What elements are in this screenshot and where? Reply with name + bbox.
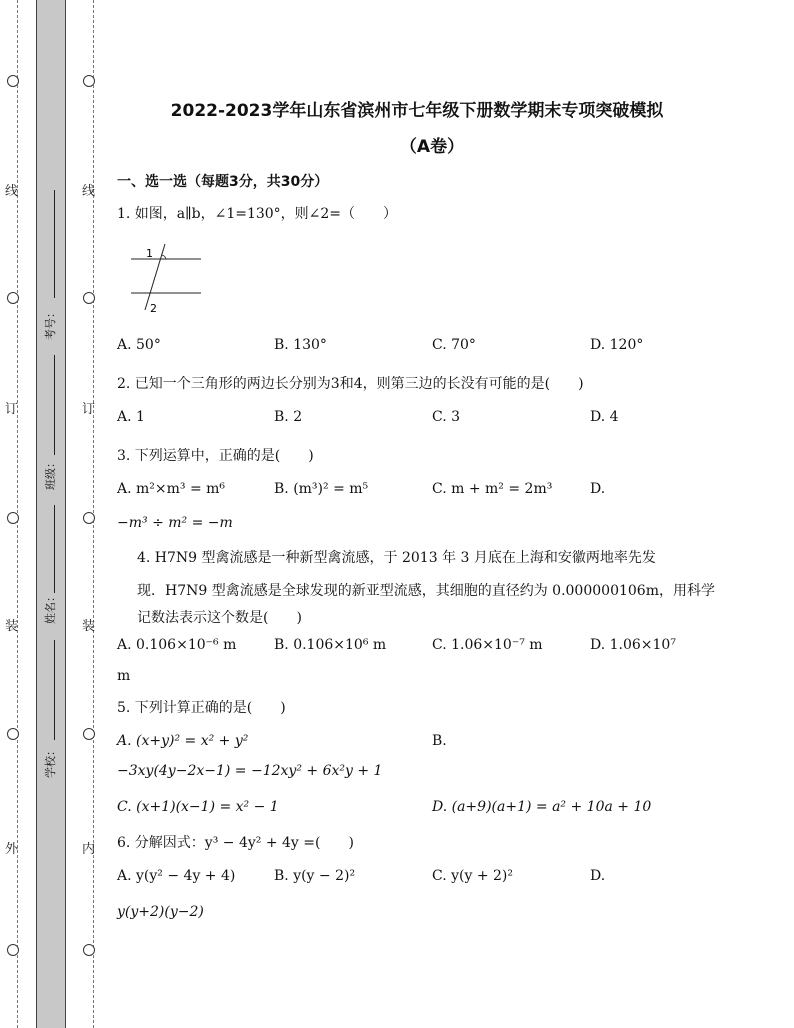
q3-option-d: D. <box>590 481 606 497</box>
q2-option-a: A. 1 <box>117 409 145 425</box>
hole-circle <box>83 728 95 740</box>
hole-circle <box>7 75 19 87</box>
q5-option-b: B. <box>432 733 447 749</box>
q1-option-d: D. 120° <box>590 337 644 353</box>
margin-char-right: 装 <box>82 619 96 634</box>
q2-stem: 2. 已知一个三角形的两边长分别为3和4，则第三边的长没有可能的是( ) <box>117 376 584 392</box>
hole-circle <box>83 944 95 956</box>
q1-angle-2-label: 2 <box>150 302 157 315</box>
q1-option-b: B. 130° <box>274 337 327 353</box>
name-label: 姓名： <box>44 591 57 624</box>
margin-char-left: 装 <box>5 619 19 634</box>
class-label: 班级： <box>44 457 57 490</box>
q2-option-b: B. 2 <box>274 409 303 425</box>
q1-option-a: A. 50° <box>117 337 161 353</box>
exam-number-label: 考号： <box>44 307 57 340</box>
q1-stem: 1. 如图，a∥b，∠1=130°，则∠2=（ ） <box>117 206 398 222</box>
margin-char-left: 外 <box>5 842 19 857</box>
q4-option-a: A. 0.106×10⁻⁶ m <box>117 637 237 653</box>
margin-char-right: 内 <box>82 842 96 857</box>
q5-option-d: D. (a+9)(a+1) = a² + 10a + 10 <box>432 799 652 815</box>
hole-circle <box>83 75 95 87</box>
q6-option-d: D. <box>590 868 606 884</box>
q4-option-d: D. 1.06×10⁷ <box>590 637 676 653</box>
hole-circle <box>83 292 95 304</box>
q6-option-a: A. y(y² − 4y + 4) <box>117 868 236 884</box>
q3-option-b: B. (m³)² = m⁵ <box>274 481 369 497</box>
q6-option-c: C. y(y + 2)² <box>432 868 514 884</box>
q3-option-c: C. m + m² = 2m³ <box>432 481 553 497</box>
q1-figure <box>125 240 210 315</box>
q5-option-b-expression: −3xy(4y−2x−1) = −12xy² + 6x²y + 1 <box>117 763 383 779</box>
q4-stem-line3: 记数法表示这个数是( ) <box>137 610 302 626</box>
q5-stem: 5. 下列计算正确的是( ) <box>117 700 286 716</box>
q5-option-c: C. (x+1)(x−1) = x² − 1 <box>117 799 279 815</box>
margin-char-left: 订 <box>5 402 19 417</box>
hole-circle <box>7 728 19 740</box>
q1-option-c: C. 70° <box>432 337 476 353</box>
school-blank[interactable] <box>54 640 55 740</box>
page-title: 2022-2023学年山东省滨州市七年级下册数学期末专项突破模拟 <box>170 101 664 121</box>
q2-option-d: D. 4 <box>590 409 619 425</box>
hole-circle <box>7 944 19 956</box>
q5-option-a: A. (x+y)² = x² + y² <box>117 733 249 749</box>
q4-option-c: C. 1.06×10⁻⁷ m <box>432 637 543 653</box>
margin-char-left: 线 <box>5 184 19 199</box>
q4-option-d-unit: m <box>117 668 131 684</box>
q3-option-d-expression: −m³ ÷ m² = −m <box>117 515 233 531</box>
name-blank[interactable] <box>54 505 55 593</box>
hole-circle <box>7 512 19 524</box>
margin-char-right: 订 <box>82 402 96 417</box>
q2-option-c: C. 3 <box>432 409 461 425</box>
margin-char-right: 线 <box>82 184 96 199</box>
q6-option-b: B. y(y − 2)² <box>274 868 356 884</box>
q3-stem: 3. 下列运算中，正确的是( ) <box>117 448 314 464</box>
q6-option-d-expression: y(y+2)(y−2) <box>117 904 204 920</box>
q1-angle-1-label: 1 <box>146 247 153 260</box>
hole-circle <box>83 512 95 524</box>
q4-stem-line1: 4. H7N9 型禽流感是一种新型禽流感，于 2013 年 3 月底在上海和安徽两地率先发 <box>137 550 656 566</box>
q3-option-a: A. m²×m³ = m⁶ <box>117 481 226 497</box>
q6-stem: 6. 分解因式：y³ − 4y² + 4y =( ) <box>117 835 354 851</box>
class-blank[interactable] <box>54 355 55 455</box>
q4-option-b: B. 0.106×10⁶ m <box>274 637 387 653</box>
school-label: 学校： <box>44 745 57 778</box>
exam-number-blank[interactable] <box>54 190 55 298</box>
hole-circle <box>7 292 19 304</box>
page-subtitle: （A卷） <box>399 137 465 157</box>
section-heading: 一、选一选（每题3分，共30分） <box>117 174 329 190</box>
q4-stem-line2: 现．H7N9 型禽流感是全球发现的新亚型流感，其细胞的直径约为 0.000000106m，用科学 <box>137 583 715 599</box>
